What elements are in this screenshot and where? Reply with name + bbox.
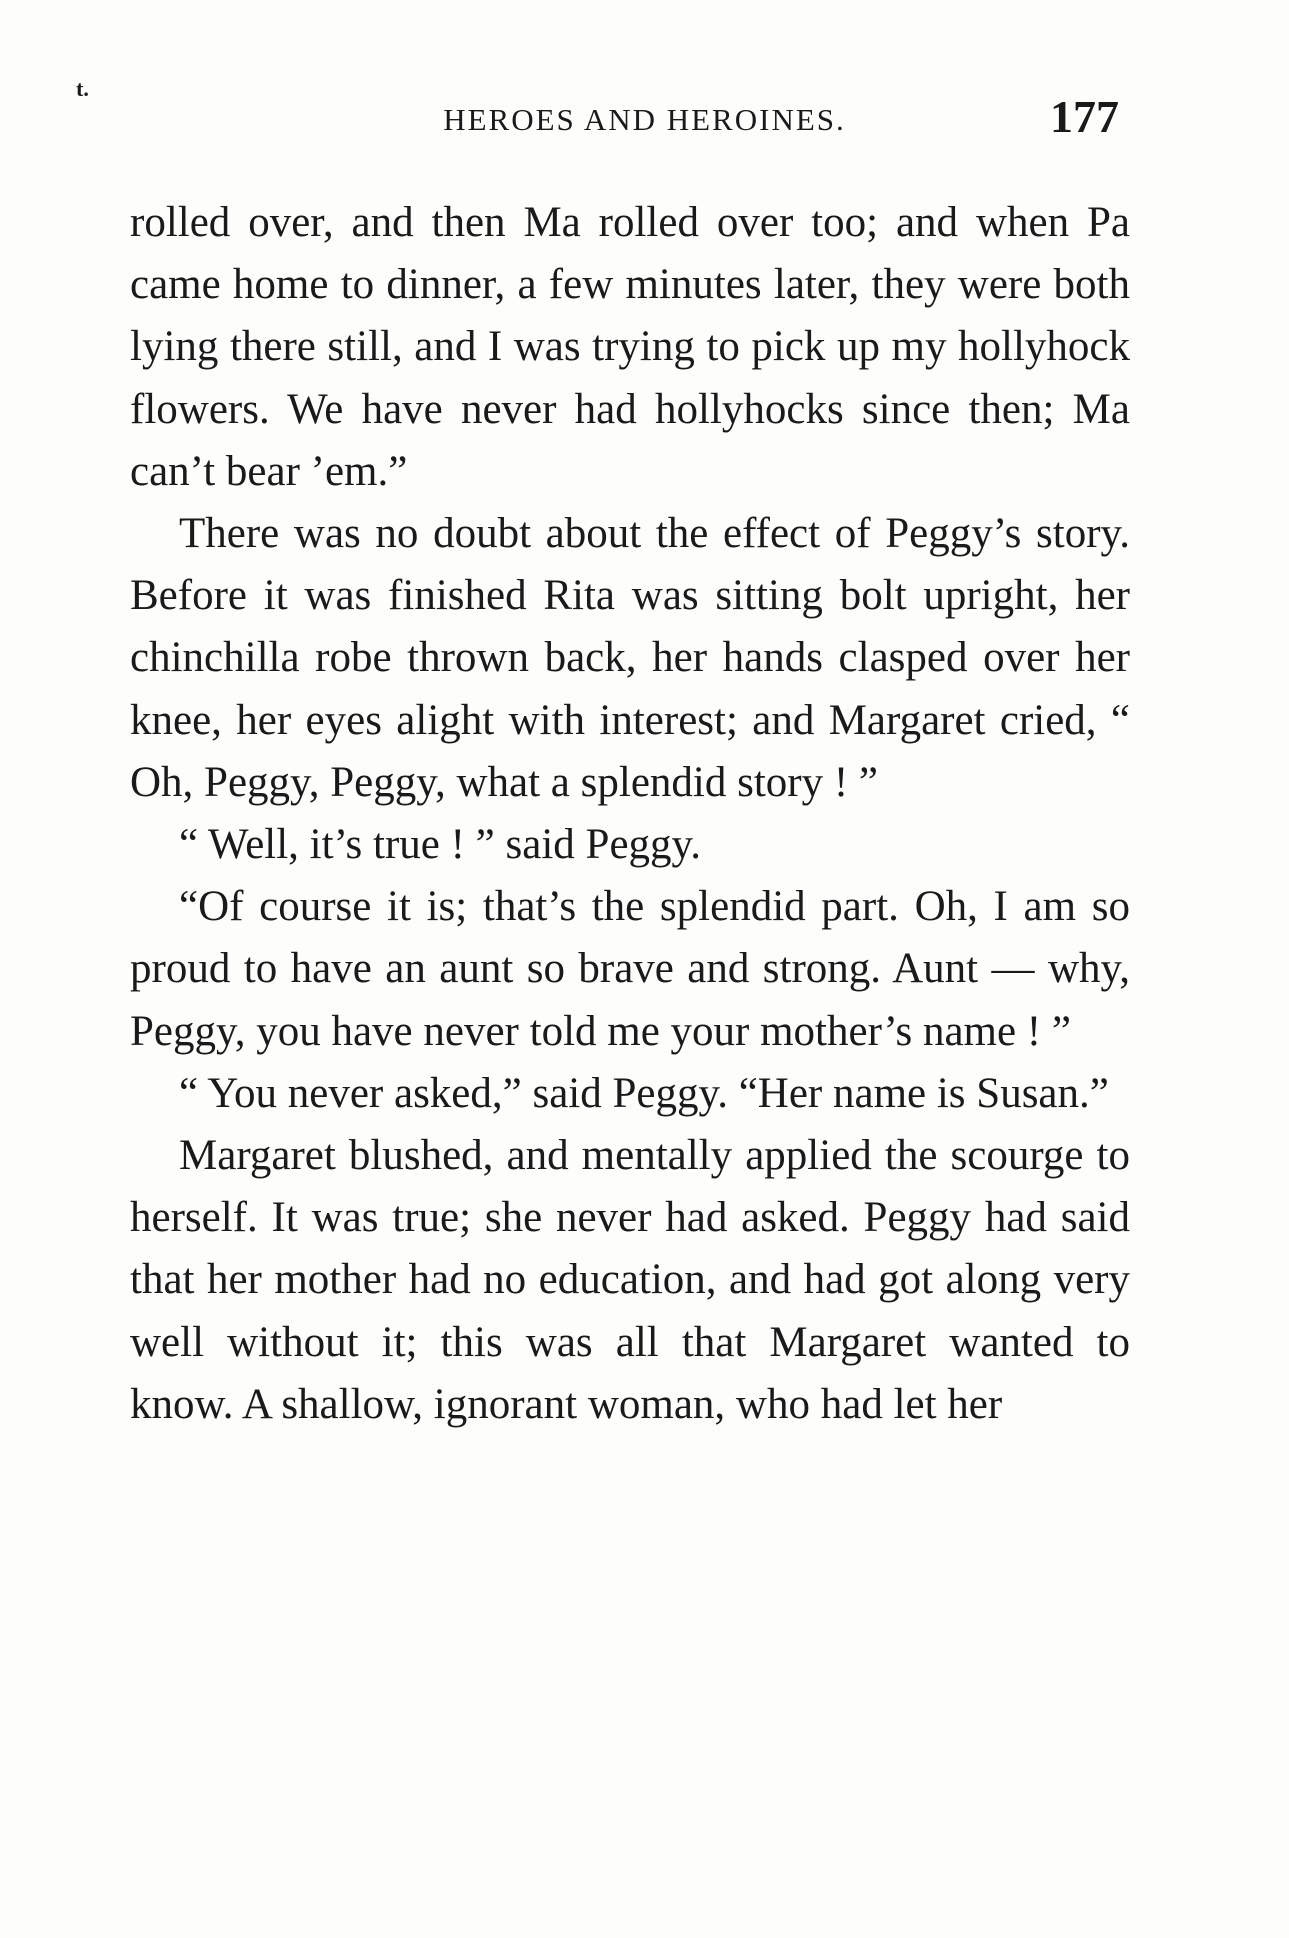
paragraph-4: “Of course it is; that’s the splendid part. Oh, I am so proud to have an aunt so brave and strong. Aunt — why, Peggy, you have never told me your mother’s name ! ”	[130, 883, 1130, 1055]
paragraph-1: rolled over, and then Ma rolled over too; and when Pa came home to dinner, a few minutes later, they were both lying there still, and I was trying to pick up my hollyhock flowers. We have never had hollyhocks since then; Ma can’t bear ’em.”	[130, 199, 1130, 495]
paragraph-5: “ You never asked,” said Peggy. “Her name is Susan.”	[179, 1069, 1109, 1117]
paragraph-2: There was no doubt about the effect of Peggy’s story. Before it was finished Rita was sitting bolt upright, her chinchilla robe thrown back, her hands clasped over her knee, her eyes alight with interest; and Margaret cried, “ Oh, Peggy, Peggy, what a splendid story ! ”	[130, 510, 1130, 806]
body-text	[130, 192, 1130, 1436]
running-head	[130, 91, 1119, 146]
paragraph-6: Margaret blushed, and mentally applied the scourge to herself. It was true; she never had asked. Peggy had said that her mother had no education, and had got along very well without it; this was all that Margaret wanted to know. A shallow, ignorant woman, who had let her	[130, 1132, 1130, 1428]
page-number: 177	[1050, 91, 1119, 142]
ink-speck: t.	[76, 76, 89, 101]
running-title: HEROES AND HEROINES.	[443, 102, 846, 137]
paragraph-3: “ Well, it’s true ! ” said Peggy.	[179, 821, 701, 869]
